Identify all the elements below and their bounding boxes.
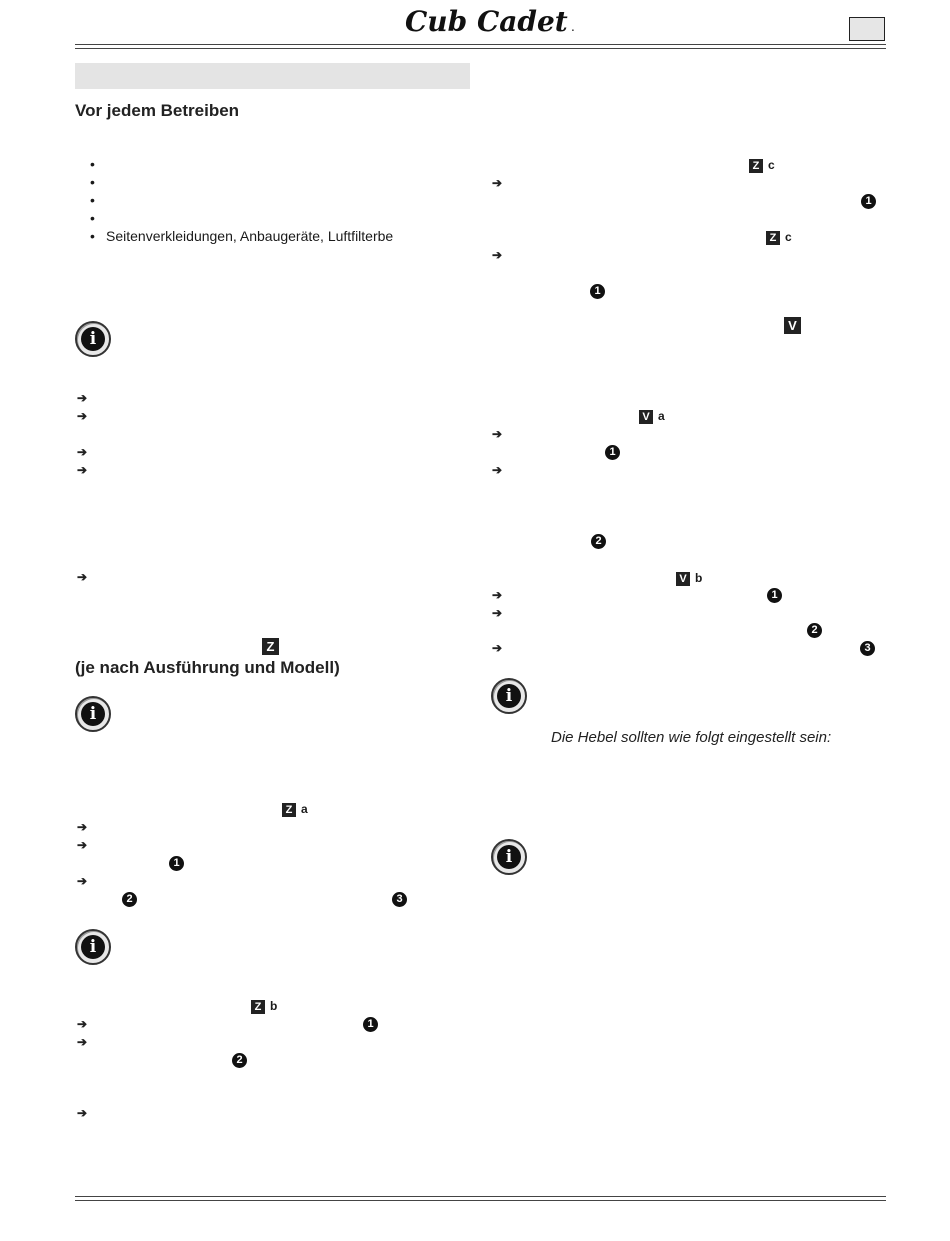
callout-number-1: 1 xyxy=(169,856,184,871)
lever-note: Die Hebel sollten wie folgt eingestellt sein: xyxy=(551,729,832,746)
info-icon: i xyxy=(75,696,111,732)
model-subheading: (je nach Ausführung und Modell) xyxy=(75,658,340,677)
figure-ref-z-a: Z a xyxy=(282,802,308,816)
arrow-icon: ➔ xyxy=(492,606,503,620)
section-band xyxy=(75,63,470,89)
footer-rule-1 xyxy=(75,1196,886,1197)
callout-number-3: 3 xyxy=(392,892,407,907)
info-icon: i xyxy=(75,321,111,357)
callout-number-1: 1 xyxy=(590,284,605,299)
section-heading: Vor jedem Betreiben xyxy=(75,101,240,120)
figure-ref-v-b: V b xyxy=(676,571,702,585)
brand-text: Cub Cadet xyxy=(405,5,568,38)
arrow-icon: ➔ xyxy=(492,427,503,441)
bullet-item: • xyxy=(90,174,95,190)
footer-rule-2 xyxy=(75,1200,886,1201)
figure-ref-z: Z xyxy=(262,638,279,655)
figure-ref-z-c: Z c xyxy=(749,158,775,172)
header-rule-2 xyxy=(75,48,886,49)
callout-number-2: 2 xyxy=(122,892,137,907)
info-icon: i xyxy=(491,839,527,875)
figure-ref-z-b: Z b xyxy=(251,999,277,1013)
arrow-icon: ➔ xyxy=(77,409,88,423)
bullet-item: • Seitenverkleidungen, Anbaugeräte, Luftfilterbe xyxy=(90,228,394,244)
header-rule-1 xyxy=(75,44,886,45)
arrow-icon: ➔ xyxy=(77,463,88,477)
callout-number-1: 1 xyxy=(605,445,620,460)
brand-dot: . xyxy=(571,20,575,34)
bullet-text: Seitenverkleidungen, Anbaugeräte, Luftfilterbe xyxy=(106,228,394,244)
info-icon: i xyxy=(75,929,111,965)
arrow-icon: ➔ xyxy=(77,1017,88,1031)
arrow-icon: ➔ xyxy=(492,248,503,262)
arrow-icon: ➔ xyxy=(492,463,503,477)
language-box xyxy=(849,17,885,41)
arrow-icon: ➔ xyxy=(77,874,88,888)
callout-number-2: 2 xyxy=(807,623,822,638)
callout-number-2: 2 xyxy=(591,534,606,549)
callout-number-2: 2 xyxy=(232,1053,247,1068)
bullet-item: • xyxy=(90,192,95,208)
cub-cadet-logo xyxy=(403,4,583,38)
arrow-icon: ➔ xyxy=(492,588,503,602)
arrow-icon: ➔ xyxy=(77,570,88,584)
arrow-icon: ➔ xyxy=(77,1035,88,1049)
arrow-icon: ➔ xyxy=(77,1106,88,1120)
callout-number-1: 1 xyxy=(363,1017,378,1032)
callout-number-1: 1 xyxy=(861,194,876,209)
figure-ref-v: V xyxy=(784,317,801,334)
bullet-item: • xyxy=(90,210,95,226)
arrow-icon: ➔ xyxy=(77,820,88,834)
arrow-icon: ➔ xyxy=(492,176,503,190)
figure-ref-z-c: Z c xyxy=(766,230,792,244)
figure-ref-v-a: V a xyxy=(639,409,665,423)
arrow-icon: ➔ xyxy=(77,391,88,405)
info-icon: i xyxy=(491,678,527,714)
callout-number-1: 1 xyxy=(767,588,782,603)
bullet-item: • xyxy=(90,156,95,172)
arrow-icon: ➔ xyxy=(492,641,503,655)
arrow-icon: ➔ xyxy=(77,838,88,852)
callout-number-3: 3 xyxy=(860,641,875,656)
arrow-icon: ➔ xyxy=(77,445,88,459)
